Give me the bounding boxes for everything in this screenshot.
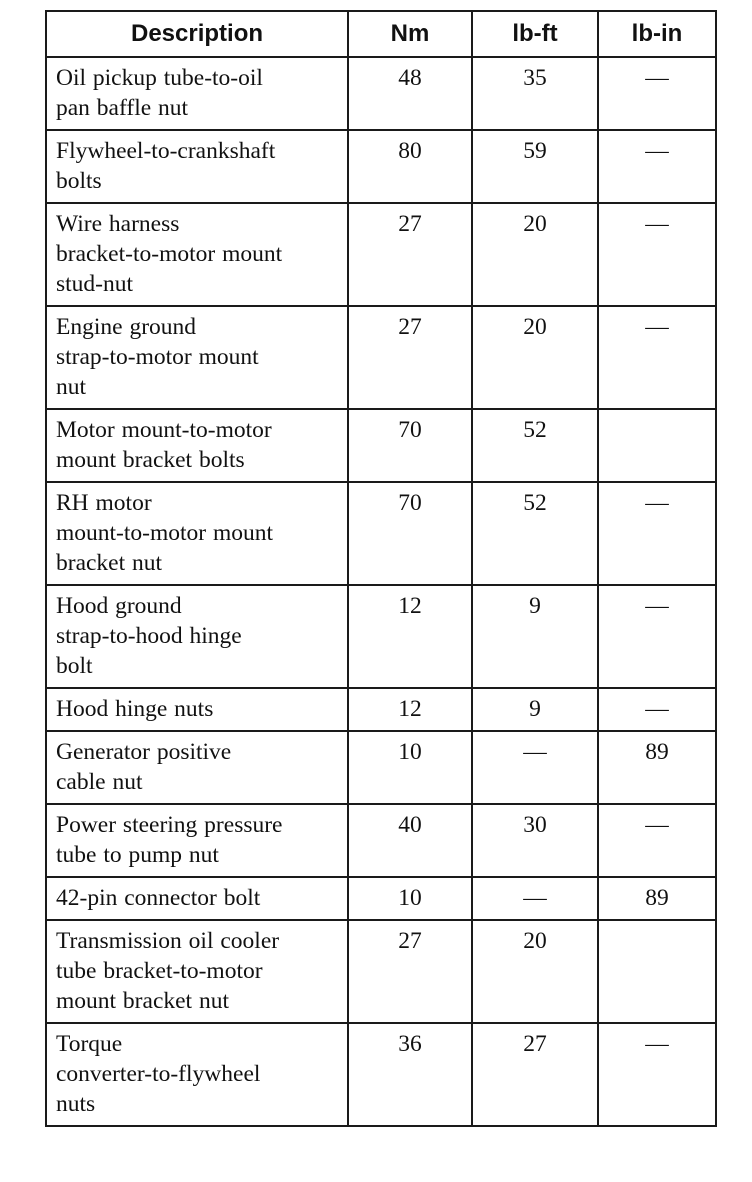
nm-cell: 10 bbox=[348, 731, 472, 804]
description-line: pan baffle nut bbox=[56, 95, 189, 121]
description-line: Wire harness bbox=[56, 211, 180, 237]
description-cell bbox=[46, 57, 348, 130]
description-line: bolt bbox=[56, 653, 93, 679]
description-line: bolts bbox=[56, 168, 102, 194]
description-cell bbox=[46, 731, 348, 804]
lb-ft-cell: 52 bbox=[472, 409, 598, 482]
torque-spec-table bbox=[45, 10, 717, 1127]
table-row bbox=[46, 482, 716, 585]
description-line: Generator positive bbox=[56, 739, 232, 765]
description-line: Hood ground bbox=[56, 593, 182, 619]
table-row bbox=[46, 203, 716, 306]
table-row bbox=[46, 57, 716, 130]
table-body bbox=[46, 57, 716, 1126]
lb-ft-cell: 27 bbox=[472, 1023, 598, 1126]
lb-in-cell: — bbox=[598, 306, 716, 409]
lb-ft-cell: — bbox=[472, 877, 598, 920]
description-line: strap-to-hood hinge bbox=[56, 623, 242, 649]
table-row bbox=[46, 688, 716, 731]
description-cell bbox=[46, 585, 348, 688]
description-line: tube to pump nut bbox=[56, 842, 219, 868]
lb-in-cell bbox=[598, 409, 716, 482]
description-line: Hood hinge nuts bbox=[56, 696, 214, 722]
description-line: Motor mount-to-motor bbox=[56, 417, 272, 443]
lb-ft-cell: 59 bbox=[472, 130, 598, 203]
header-description: Description bbox=[46, 11, 348, 57]
lb-ft-cell: 52 bbox=[472, 482, 598, 585]
lb-in-cell: — bbox=[598, 482, 716, 585]
lb-ft-cell: 30 bbox=[472, 804, 598, 877]
nm-cell: 12 bbox=[348, 585, 472, 688]
lb-in-cell: — bbox=[598, 130, 716, 203]
description-line: cable nut bbox=[56, 769, 143, 795]
description-line: nuts bbox=[56, 1091, 96, 1117]
description-cell bbox=[46, 130, 348, 203]
nm-cell: 80 bbox=[348, 130, 472, 203]
description-line: Flywheel-to-crankshaft bbox=[56, 138, 276, 164]
lb-ft-cell: 20 bbox=[472, 920, 598, 1023]
description-cell bbox=[46, 203, 348, 306]
table-row bbox=[46, 1023, 716, 1126]
table-row bbox=[46, 804, 716, 877]
description-line: stud-nut bbox=[56, 271, 134, 297]
lb-in-cell bbox=[598, 920, 716, 1023]
lb-in-cell: — bbox=[598, 585, 716, 688]
lb-ft-cell: 20 bbox=[472, 306, 598, 409]
description-line: strap-to-motor mount bbox=[56, 344, 259, 370]
lb-ft-cell: 35 bbox=[472, 57, 598, 130]
description-cell bbox=[46, 804, 348, 877]
nm-cell: 48 bbox=[348, 57, 472, 130]
lb-ft-cell: 9 bbox=[472, 688, 598, 731]
lb-in-cell: 89 bbox=[598, 877, 716, 920]
table-row bbox=[46, 130, 716, 203]
nm-cell: 27 bbox=[348, 920, 472, 1023]
description-line: Torque bbox=[56, 1031, 123, 1057]
table-row bbox=[46, 920, 716, 1023]
description-line: Transmission oil cooler bbox=[56, 928, 280, 954]
nm-cell: 27 bbox=[348, 203, 472, 306]
lb-in-cell: 89 bbox=[598, 731, 716, 804]
nm-cell: 70 bbox=[348, 482, 472, 585]
nm-cell: 10 bbox=[348, 877, 472, 920]
description-cell bbox=[46, 688, 348, 731]
description-line: Engine ground bbox=[56, 314, 197, 340]
header-lb-in: lb-in bbox=[598, 11, 716, 57]
description-line: Oil pickup tube-to-oil bbox=[56, 65, 263, 91]
description-cell bbox=[46, 877, 348, 920]
nm-cell: 12 bbox=[348, 688, 472, 731]
table-row bbox=[46, 306, 716, 409]
description-line: tube bracket-to-motor bbox=[56, 958, 263, 984]
lb-ft-cell: 20 bbox=[472, 203, 598, 306]
description-line: mount bracket nut bbox=[56, 988, 229, 1014]
description-line: bracket-to-motor mount bbox=[56, 241, 283, 267]
lb-ft-cell: — bbox=[472, 731, 598, 804]
description-cell bbox=[46, 306, 348, 409]
description-cell bbox=[46, 920, 348, 1023]
description-line: bracket nut bbox=[56, 550, 163, 576]
description-line: mount bracket bolts bbox=[56, 447, 245, 473]
header-row bbox=[46, 11, 716, 57]
lb-in-cell: — bbox=[598, 1023, 716, 1126]
description-cell bbox=[46, 482, 348, 585]
description-line: 42-pin connector bolt bbox=[56, 885, 261, 911]
description-line: Power steering pressure bbox=[56, 812, 283, 838]
nm-cell: 36 bbox=[348, 1023, 472, 1126]
table-row bbox=[46, 877, 716, 920]
table-row bbox=[46, 731, 716, 804]
nm-cell: 70 bbox=[348, 409, 472, 482]
lb-ft-cell: 9 bbox=[472, 585, 598, 688]
lb-in-cell: — bbox=[598, 57, 716, 130]
description-line: converter-to-flywheel bbox=[56, 1061, 261, 1087]
description-cell bbox=[46, 409, 348, 482]
lb-in-cell: — bbox=[598, 804, 716, 877]
header-nm: Nm bbox=[348, 11, 472, 57]
description-cell bbox=[46, 1023, 348, 1126]
description-line: RH motor bbox=[56, 490, 152, 516]
table-row bbox=[46, 409, 716, 482]
nm-cell: 40 bbox=[348, 804, 472, 877]
lb-in-cell: — bbox=[598, 203, 716, 306]
nm-cell: 27 bbox=[348, 306, 472, 409]
header-lb-ft: lb-ft bbox=[472, 11, 598, 57]
description-line: nut bbox=[56, 374, 87, 400]
lb-in-cell: — bbox=[598, 688, 716, 731]
description-line: mount-to-motor mount bbox=[56, 520, 274, 546]
table-row bbox=[46, 585, 716, 688]
